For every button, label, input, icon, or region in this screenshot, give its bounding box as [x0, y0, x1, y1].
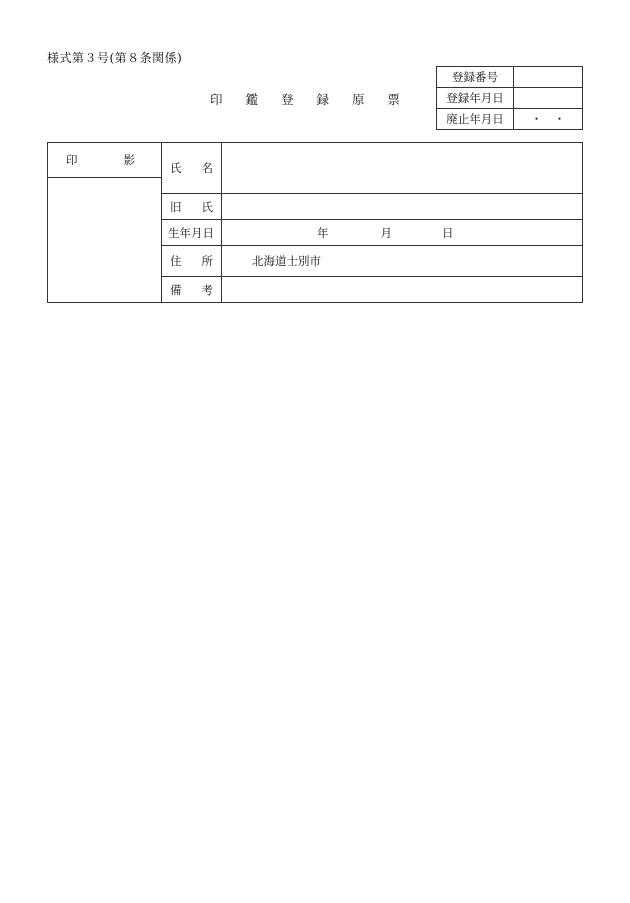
abolition-date-field[interactable]: ・ ・ [514, 109, 583, 130]
dob-month-unit: 月 [380, 225, 392, 240]
title-char: 録 [316, 92, 329, 107]
former-name-label-char: 氏 [201, 199, 213, 214]
date-of-birth-label-text: 生年月日 [168, 225, 214, 240]
remarks-label-char: 考 [201, 282, 213, 297]
registration-table [436, 66, 583, 130]
dob-day-unit: 日 [442, 225, 454, 240]
seal-header-row [48, 143, 583, 178]
address-label-char: 所 [201, 254, 213, 268]
title-char: 鑑 [245, 92, 258, 107]
date-of-birth-field[interactable] [222, 220, 583, 246]
title-char: 印 [210, 92, 223, 107]
address-value: 北海道士別市 [252, 254, 321, 268]
former-name-label-char: 旧 [170, 199, 182, 214]
name-label-char: 氏 [170, 161, 182, 175]
title-char: 票 [387, 92, 400, 107]
seal-impression-box[interactable] [48, 178, 162, 303]
remarks-label [162, 277, 222, 303]
remarks-label-char: 備 [170, 282, 182, 297]
address-label-char: 住 [170, 254, 182, 268]
title-char: 登 [280, 92, 294, 107]
registration-date-row [437, 88, 583, 109]
seal-label-char: 影 [123, 153, 135, 167]
registration-date-label: 登録年月日 [437, 88, 514, 109]
remarks-field[interactable] [222, 277, 583, 303]
registration-number-row [437, 67, 583, 88]
abolition-date-label: 廃止年月日 [437, 109, 514, 130]
name-label-char: 名 [201, 161, 213, 175]
former-name-field[interactable] [222, 194, 583, 220]
name-field[interactable] [222, 143, 583, 194]
name-label [162, 143, 222, 194]
seal-registration-table [47, 142, 583, 303]
form-number: 様式第３号(第８条関係) [47, 51, 183, 65]
registration-number-field[interactable] [514, 67, 583, 88]
address-field[interactable] [222, 246, 583, 277]
seal-impression-label [48, 143, 162, 178]
seal-label-char: 印 [66, 153, 78, 167]
date-of-birth-label [162, 220, 222, 246]
abolition-date-row [437, 109, 583, 130]
former-name-label [162, 194, 222, 220]
address-label [162, 246, 222, 277]
registration-date-field[interactable] [514, 88, 583, 109]
document-title [210, 90, 400, 108]
registration-number-label: 登録番号 [437, 67, 514, 88]
dob-year-unit: 年 [317, 225, 329, 240]
title-char: 原 [351, 92, 365, 107]
